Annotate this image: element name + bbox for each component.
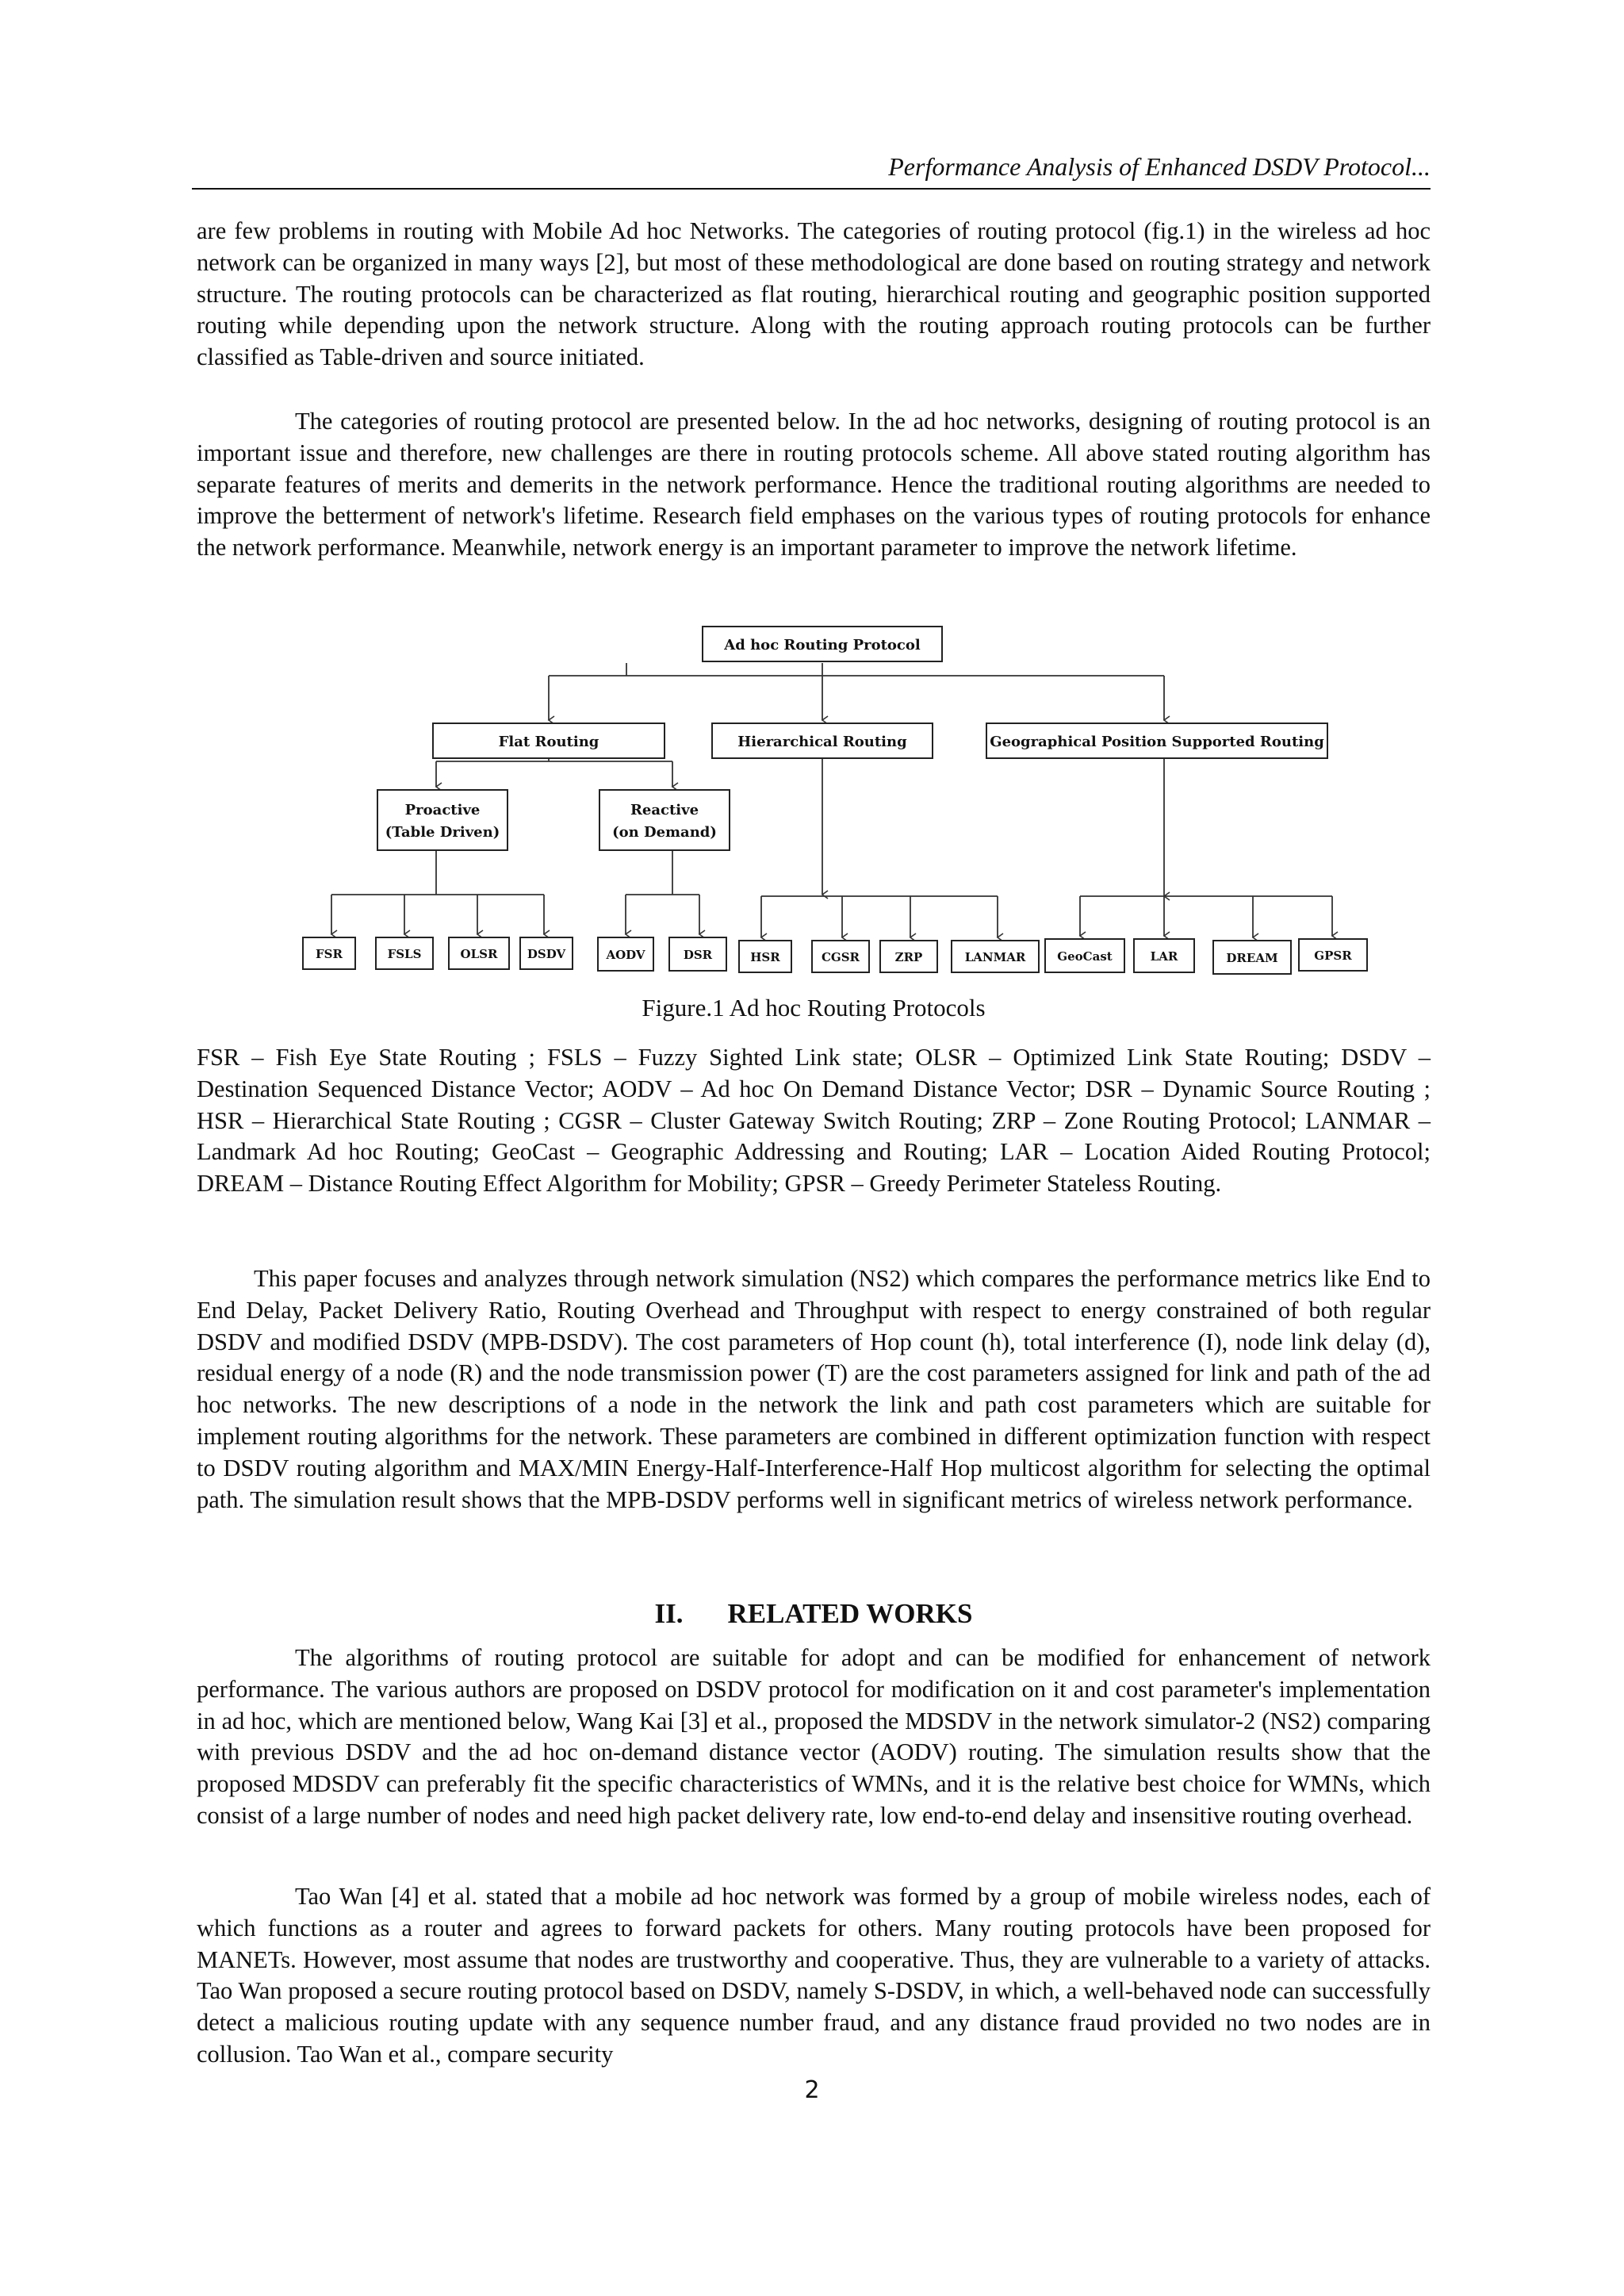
leaf-gpsr <box>1299 939 1367 971</box>
node-proactive-label: Proactive <box>404 802 481 818</box>
node-hierarchical-routing-label: Hierarchical Routing <box>737 734 907 750</box>
paragraph-abbreviations: FSR – Fish Eye State Routing ; FSLS – Fuzzy Sighted Link state; OLSR – Optimized Link State Routing; DSDV – Destination Sequenced Distance Vector; AODV – Ad hoc On Demand Distance Vector; DSR – Dynamic Source Routing ; HSR – Hierarchical State Routing ; CGSR – Cluster Gateway Switch Routing; ZRP – Zone Routing Protocol; LANMAR – Landmark Ad hoc Routing; GeoCast – Geographic Addressing and Routing; LAR – Location Aided Routing Protocol; DREAM – Distance Routing Effect Algorithm for Mobility; GPSR – Greedy Perimeter Stateless Routing. <box>197 1044 1431 1198</box>
leaf-dsdv <box>520 937 573 969</box>
paragraph-routing-categories: The categories of routing protocol are presented below. In the ad hoc networks, designing of routing protocol is an important issue and therefore, new challenges are there in routing protocols scheme. All above stated routing algorithm has separate features of merits and demerits in the network performance. Hence the traditional routing algorithms are needed to improve the betterment of network's lifetime. Research field emphases on the various types of routing protocols for enhance the network performance. Meanwhile, network energy is an important parameter to improve the network lifetime. <box>197 408 1431 562</box>
paragraph-related-works: The algorithms of routing protocol are suitable for adopt and can be modified for enhancement of network performance. The various authors are proposed on DSDV protocol for modification on it and cost parameter's implementation in ad hoc, which are mentioned below, Wang Kai [3] et al., proposed the MDSDV in the network simulator-2 (NS2) comparing with previous DSDV and the ad hoc on-demand distance vector (AODV) routing. The simulation results show that the proposed MDSDV can preferably fit the specific characteristics of WMNs, and it is the relative best choice for WMNs, which consist of a large number of nodes and need high packet delivery rate, low end-to-end delay and insensitive routing overhead. <box>197 1644 1431 1829</box>
leaf-olsr-label: OLSR <box>460 947 498 961</box>
leaf-hsr-label: HSR <box>750 950 780 964</box>
leaf-geocast <box>1045 939 1124 972</box>
header-rule <box>192 188 1431 190</box>
leaf-fsr-label: FSR <box>316 947 343 961</box>
node-root-label: Ad hoc Routing Protocol <box>724 637 921 654</box>
leaf-lanmar-label: LANMAR <box>964 950 1026 964</box>
node-hierarchical-routing <box>712 723 933 758</box>
leaf-dsr-label: DSR <box>683 948 713 962</box>
node-reactive-label: Reactive <box>630 802 699 818</box>
figure-caption: Figure.1 Ad hoc Routing Protocols <box>642 994 986 1022</box>
section-number: II. <box>654 1598 684 1629</box>
page-number: 2 <box>804 2076 820 2104</box>
leaf-dream <box>1213 941 1291 974</box>
leaf-lanmar <box>952 941 1039 972</box>
leaf-dream-label: DREAM <box>1226 951 1278 965</box>
section-title: RELATED WORKS <box>727 1598 973 1629</box>
node-reactive <box>599 790 730 850</box>
node-geographical-routing-label: Geographical Position Supported Routing <box>990 734 1324 750</box>
paragraph-tao-wan: Tao Wan [4] et al. stated that a mobile ad hoc network was formed by a group of mobile wireless nodes, each of which functions as a router and agrees to forward packets for others. Many routing protocols have been proposed for MANETs. However, most assume that nodes are trustworthy and cooperative. Thus, they are vulnerable to a variety of attacks. Tao Wan proposed a secure routing protocol based on DSDV, namely S-DSDV, in which, a well-behaved node can successfully detect a malicious routing update with any sequence number fraud, and any distance fraud provided no two nodes are in collusion. Tao Wan et al., compare security <box>197 1883 1431 2068</box>
node-geographical-routing <box>986 723 1327 758</box>
node-reactive-sublabel: (on Demand) <box>612 824 717 841</box>
leaf-lar <box>1134 939 1194 972</box>
paragraph-paper-focus: This paper focuses and analyzes through network simulation (NS2) which compares the performance metrics like End to End Delay, Packet Delivery Ratio, Routing Overhead and Throughput with respect to energy constrained of both regular DSDV and modified DSDV (MPB-DSDV). The cost parameters of Hop count (h), total interference (I), node link delay (d), residual energy of a node (R) and the node transmission power (T) are the cost parameters assigned for link and path of the ad hoc networks. The new descriptions of a node in the network the link and path cost parameters which are suitable for implement routing algorithms for the network. These parameters are combined in different optimization function with respect to DSDV routing algorithm and MAX/MIN Energy-Half-Interference-Half Hop multicost algorithm for selecting the optimal path. The simulation result shows that the MPB-DSDV performs well in significant metrics of wireless network performance. <box>197 1265 1431 1513</box>
leaf-aodv <box>598 937 653 971</box>
node-flat-routing <box>433 723 665 758</box>
leaf-cgsr-label: CGSR <box>821 950 860 964</box>
leaf-zrp <box>880 941 937 972</box>
leaf-fsr <box>303 937 355 969</box>
leaf-gpsr-label: GPSR <box>1314 949 1352 963</box>
section-heading <box>197 1597 1431 1631</box>
node-proactive-sublabel: (Table Driven) <box>385 824 500 841</box>
leaf-geocast-label: GeoCast <box>1057 949 1113 964</box>
leaf-zrp-label: ZRP <box>894 950 923 964</box>
node-proactive <box>377 790 508 850</box>
leaf-fsls-label: FSLS <box>387 947 422 961</box>
running-header: Performance Analysis of Enhanced DSDV Protocol... <box>888 152 1431 181</box>
leaf-fsls <box>376 937 433 969</box>
leaf-cgsr <box>812 941 869 972</box>
paragraph-routing-intro: are few problems in routing with Mobile Ad hoc Networks. The categories of routing protocol (fig.1) in the wireless ad hoc network can be organized in many ways [2], but most of these methodological are done based on routing strategy and network structure. The routing protocols can be characterized as flat routing, hierarchical routing and geographic position supported routing while depending upon the network structure. Along with the routing approach routing protocols can be further classified as Table-driven and source initiated. <box>197 217 1431 371</box>
routing-protocols-figure <box>293 619 1380 991</box>
leaf-dsdv-label: DSDV <box>527 947 566 961</box>
node-root <box>703 627 942 661</box>
leaf-lar-label: LAR <box>1150 949 1178 964</box>
routing-tree-diagram <box>293 619 1380 991</box>
leaf-hsr <box>739 941 791 972</box>
node-flat-routing-label: Flat Routing <box>498 734 599 750</box>
leaf-aodv-label: AODV <box>606 948 645 962</box>
leaf-dsr <box>669 937 726 971</box>
leaf-olsr <box>449 937 509 969</box>
